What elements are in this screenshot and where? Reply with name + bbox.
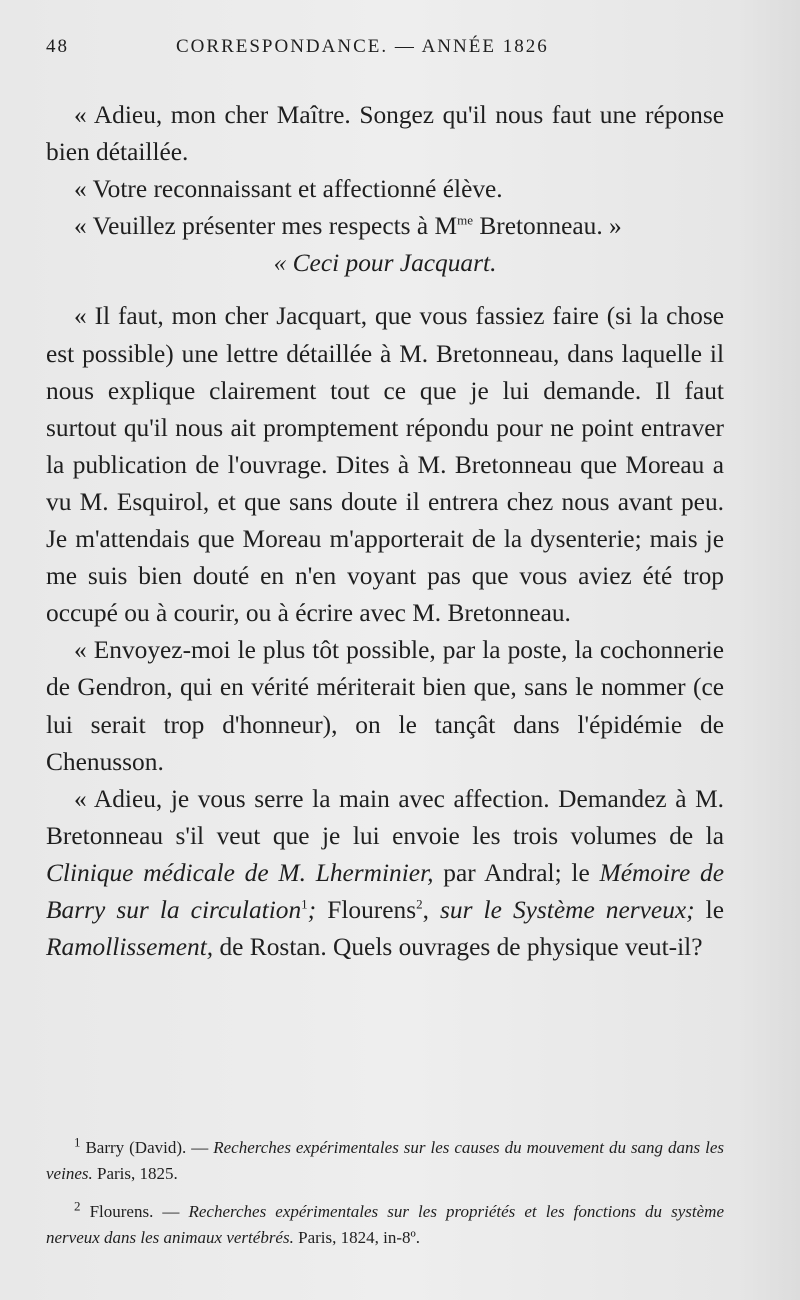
paragraph: « Il faut, mon cher Jacquart, que vous fassiez faire (si la chose est possible) une lettre détaillée à M. Bretonneau, dans laquelle il nous explique clairement tout ce que je lui demande. Il faut surtout qu'il nous ait promptement répondu pour ne point entraver la publication de l'ouvrage. Dites à M. Bretonneau que Moreau a vu M. Esquirol, et que sans doute il entrera chez nous avant peu. Je m'attendais que Moreau m'apporterait de la dysenterie; mais je me suis bien douté en n'en voyant pas que vous aviez été trop occupé ou à courir, ou à écrire avec M. Bretonneau. [46, 302, 724, 628]
paragraph [46, 208, 724, 245]
text-span: « Adieu, je vous serre la main avec affection. Demandez à M. Bretonneau s'il veut que je lui envoie les trois volumes de la [46, 784, 724, 850]
paragraph: « Votre reconnaissant et affectionné élève. [74, 175, 503, 204]
footnote-author: Barry (David). — [80, 1138, 214, 1157]
running-title: CORRESPONDANCE. — ANNÉE 1826 [176, 36, 549, 57]
footnote [46, 1199, 724, 1251]
paragraph: « Envoyez-moi le plus tôt possible, par la poste, la cochonnerie de Gendron, qui en vérité mériterait bien que, sans le nommer (ce lui serait trop d'honneur), on le tançât dans l'épidémie de Chenusson. [46, 636, 724, 776]
paragraph [46, 781, 724, 966]
footnote-ref: 2 [416, 896, 423, 912]
page-number: 48 [46, 36, 69, 57]
footnote-author: Flourens. — [80, 1202, 189, 1221]
footnotes [46, 1135, 724, 1263]
italic-title: Mémoire de Barry sur la circulation [46, 858, 725, 924]
footnote-rest: Paris, 1825. [92, 1164, 178, 1183]
italic-title: Ramollissement, [46, 933, 214, 962]
footnote [46, 1135, 724, 1187]
body-text [46, 97, 724, 966]
italic-title: Clinique médicale de M. Lherminier, [46, 858, 434, 887]
text-span: « Veuillez présenter mes respects à M [74, 212, 458, 241]
text-span: ; [307, 895, 317, 924]
footnote-rest: Paris, 1824, in-8º. [293, 1228, 421, 1247]
italic-title: sur le Système nerveux; [440, 895, 695, 924]
paragraph: « Adieu, mon cher Maître. Songez qu'il nous faut une réponse bien détaillée. [46, 101, 724, 167]
footnote-ref: 1 [301, 896, 308, 912]
page-header [46, 36, 730, 72]
footnote-title: Recherches expérimentales sur les propriétés et les fonctions du système nerveux dans les animaux vertébrés. [46, 1202, 725, 1247]
text-span: le [694, 895, 725, 924]
text-span: Bretonneau. » [472, 212, 622, 241]
footnote-number: 1 [74, 1134, 81, 1150]
footnote-title: Recherches expérimentales sur les causes du mouvement du sang dans les veines. [46, 1138, 725, 1183]
superscript: me [457, 212, 473, 228]
text-span: , [422, 895, 441, 924]
footnote-number: 2 [74, 1198, 81, 1214]
centered-line: « Ceci pour Jacquart. [273, 249, 497, 278]
text-span: par Andral; le [433, 858, 600, 887]
text-span: de Rostan. Quels ouvrages de physique veut-il? [213, 933, 703, 962]
text-span: Flourens [316, 895, 417, 924]
